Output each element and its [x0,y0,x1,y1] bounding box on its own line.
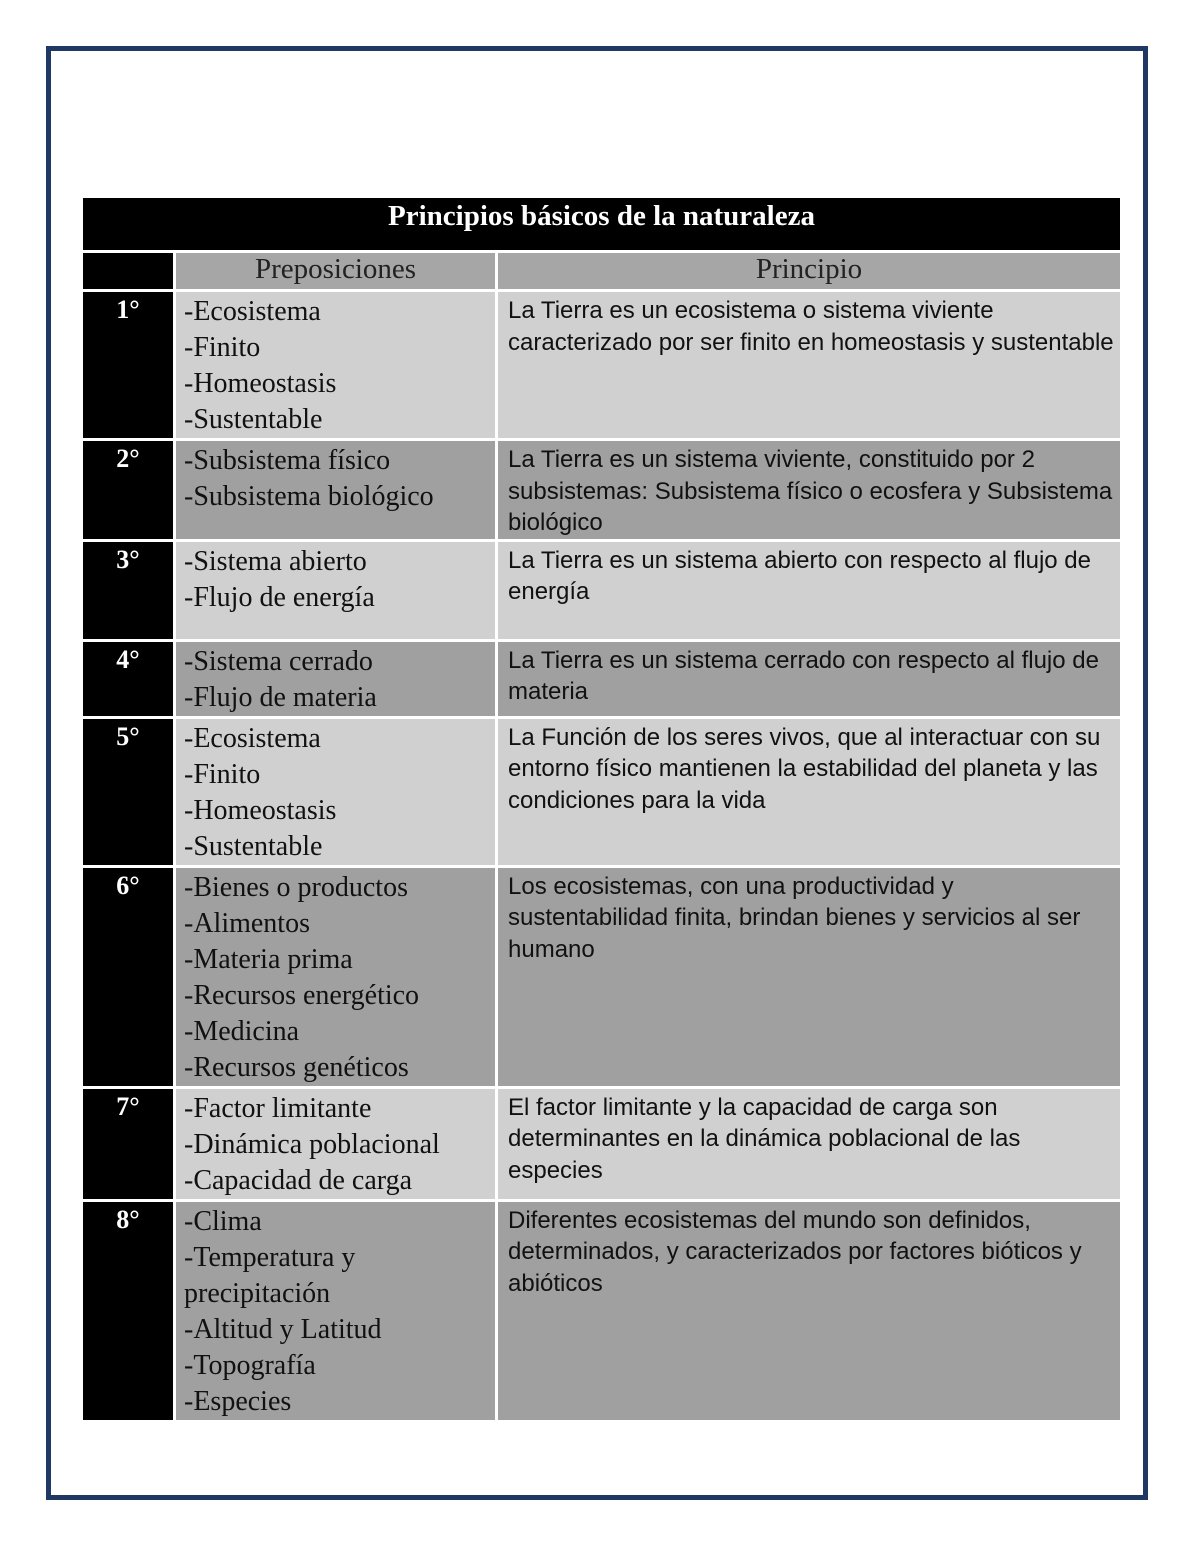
row-number: 6° [82,866,175,1087]
table-row [82,640,1122,717]
row-number: 2° [82,440,175,541]
preposition-item: -Especies [184,1385,292,1417]
row-principle: Diferentes ecosistemas del mundo son definidos, determinados, y caracterizados por factores bióticos y abióticos [497,1200,1122,1421]
row-prepositions [175,1087,497,1200]
preposition-item: -Homeostasis [184,368,337,399]
principles-table-wrapper [80,195,1120,1423]
row-principle: La Tierra es un sistema viviente, constituido por 2 subsistemas: Subsistema físico o ecosfera y Subsistema biológico [497,440,1122,541]
table-row [82,1200,1122,1421]
row-number: 8° [82,1200,175,1421]
preposition-item: -Topografía [184,1349,316,1381]
preposition-item: -Altitud y Latitud [184,1313,382,1345]
preposition-item: -Sustentable [184,830,323,862]
row-prepositions [175,866,497,1087]
preposition-item: -Subsistema biológico [184,481,434,512]
row-principle: La Tierra es un ecosistema o sistema viviente caracterizado por ser finito en homeostasis y sustentable [497,291,1122,440]
table-title: Principios básicos de la naturaleza [82,197,1122,252]
preposition-item: -Homeostasis [184,794,337,826]
table-row [82,540,1122,640]
preposition-item: -Clima [184,1205,262,1237]
table-row [82,440,1122,541]
row-number: 5° [82,717,175,866]
table-header-row [82,252,1122,291]
table-row [82,291,1122,440]
table-row [82,1087,1122,1200]
row-principle: La Función de los seres vivos, que al interactuar con su entorno físico mantienen la estabilidad del planeta y las condiciones para la vida [497,717,1122,866]
preposition-item: -Sistema cerrado [184,645,373,677]
row-principle: La Tierra es un sistema cerrado con respecto al flujo de materia [497,640,1122,717]
row-number: 7° [82,1087,175,1200]
preposition-item: -Recursos energético [184,979,420,1011]
preposition-item: -Finito [184,332,261,363]
preposition-item: -Sustentable [184,404,323,435]
row-prepositions [175,1200,497,1421]
row-prepositions [175,717,497,866]
table-row [82,717,1122,866]
preposition-item: -Sistema abierto [184,545,367,577]
header-number [82,252,175,291]
row-prepositions [175,540,497,640]
preposition-item: -Bienes o productos [184,871,408,903]
header-principle: Principio [497,252,1122,291]
preposition-item: -Medicina [184,1015,300,1047]
row-number: 1° [82,291,175,440]
preposition-item: -Finito [184,758,261,790]
preposition-item: -Ecosistema [184,722,321,754]
preposition-item: -Subsistema físico [184,445,391,476]
row-principle: La Tierra es un sistema abierto con respecto al flujo de energía [497,540,1122,640]
row-prepositions [175,440,497,541]
row-principle: Los ecosistemas, con una productividad y sustentabilidad finita, brindan bienes y servicios al ser humano [497,866,1122,1087]
principles-table [80,195,1123,1423]
preposition-item: -Capacidad de carga [184,1164,413,1196]
row-prepositions [175,640,497,717]
preposition-item: -Recursos genéticos [184,1051,409,1083]
table-body [82,291,1122,1422]
preposition-item: -Ecosistema [184,296,321,327]
preposition-item: -Alimentos [184,907,310,939]
preposition-item: -Flujo de materia [184,681,377,713]
header-prepositions: Preposiciones [175,252,497,291]
preposition-item: -Flujo de energía [184,581,375,613]
preposition-item: -Temperatura y precipitación [184,1241,356,1309]
preposition-item: -Dinámica poblacional [184,1128,440,1160]
row-number: 4° [82,640,175,717]
row-number: 3° [82,540,175,640]
preposition-item: -Materia prima [184,943,353,975]
row-principle: El factor limitante y la capacidad de carga son determinantes en la dinámica poblacional de las especies [497,1087,1122,1200]
table-title-row [82,197,1122,252]
preposition-item: -Factor limitante [184,1092,372,1124]
row-prepositions [175,291,497,440]
table-row [82,866,1122,1087]
